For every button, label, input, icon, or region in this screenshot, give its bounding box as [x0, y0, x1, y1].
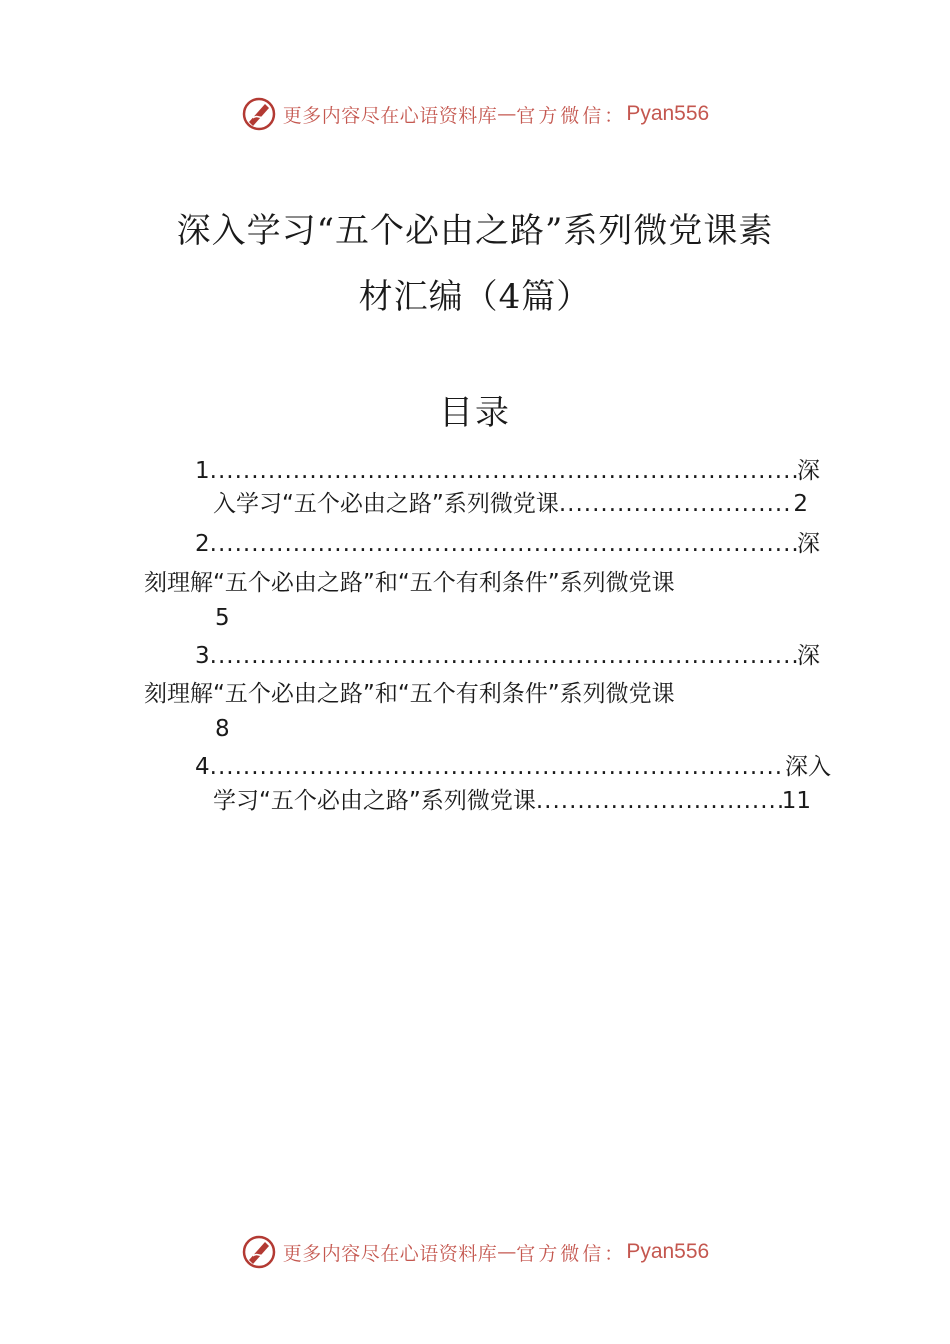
toc-entry-4-continued[interactable] [213, 786, 811, 816]
document-title-line1: 深入学习“五个必由之路”系列微党课素 [176, 211, 774, 251]
toc-entry-number: 3 [195, 643, 210, 669]
toc-leader-dots [210, 641, 797, 671]
toc-heading: 目录 [439, 393, 511, 433]
toc-entry-title-start: 深入 [785, 754, 831, 780]
toc-entry-number: 2 [195, 531, 210, 557]
toc-leader-dots [210, 456, 797, 486]
toc-entry-title[interactable]: 刻理解“五个必由之路”和“五个有利条件”系列微党课 [144, 570, 675, 596]
toc-entry-title[interactable]: 刻理解“五个必由之路”和“五个有利条件”系列微党课 [144, 681, 675, 707]
header-banner [0, 94, 950, 134]
toc-entry-title-start: 深 [797, 458, 820, 484]
banner-separator: — [497, 103, 517, 125]
banner-text: 更多内容尽在心语资料库 [282, 104, 498, 127]
toc-entry-3[interactable] [195, 641, 820, 671]
banner-text: 更多内容尽在心语资料库 [282, 1242, 498, 1265]
toc-entry-1[interactable] [195, 456, 820, 486]
pen-logo-icon [241, 96, 277, 132]
toc-entry-title-start: 深 [797, 531, 820, 557]
document-title-line2: 材汇编（4篇） [358, 277, 592, 317]
pen-logo-icon [241, 1234, 277, 1270]
banner-separator: — [497, 1241, 517, 1263]
toc-entry-page: 11 [781, 788, 811, 814]
toc-entry-2[interactable] [195, 529, 820, 559]
toc-entry-page: 2 [793, 491, 808, 517]
toc-entry-number: 1 [195, 458, 210, 484]
banner-wechat-id: Pyan556 [626, 1240, 710, 1263]
banner-label: 官方微信： [516, 1242, 627, 1265]
toc-entry-4[interactable] [195, 752, 831, 782]
toc-entry-title: 入学习“五个必由之路”系列微党课 [213, 491, 559, 517]
toc-leader-dots [559, 489, 794, 519]
footer-banner [0, 1232, 950, 1272]
banner-wechat-id: Pyan556 [626, 102, 710, 125]
toc-entry-page[interactable]: 8 [215, 716, 230, 742]
toc-entry-1-continued[interactable] [213, 489, 808, 519]
toc-entry-number: 4 [195, 754, 210, 780]
toc-entry-title-start: 深 [797, 643, 820, 669]
toc-entry-page[interactable]: 5 [215, 605, 230, 631]
toc-leader-dots [210, 529, 797, 559]
toc-leader-dots [210, 752, 785, 782]
toc-entry-title: 学习“五个必由之路”系列微党课 [213, 788, 536, 814]
banner-label: 官方微信： [516, 104, 627, 127]
toc-leader-dots [536, 786, 782, 816]
